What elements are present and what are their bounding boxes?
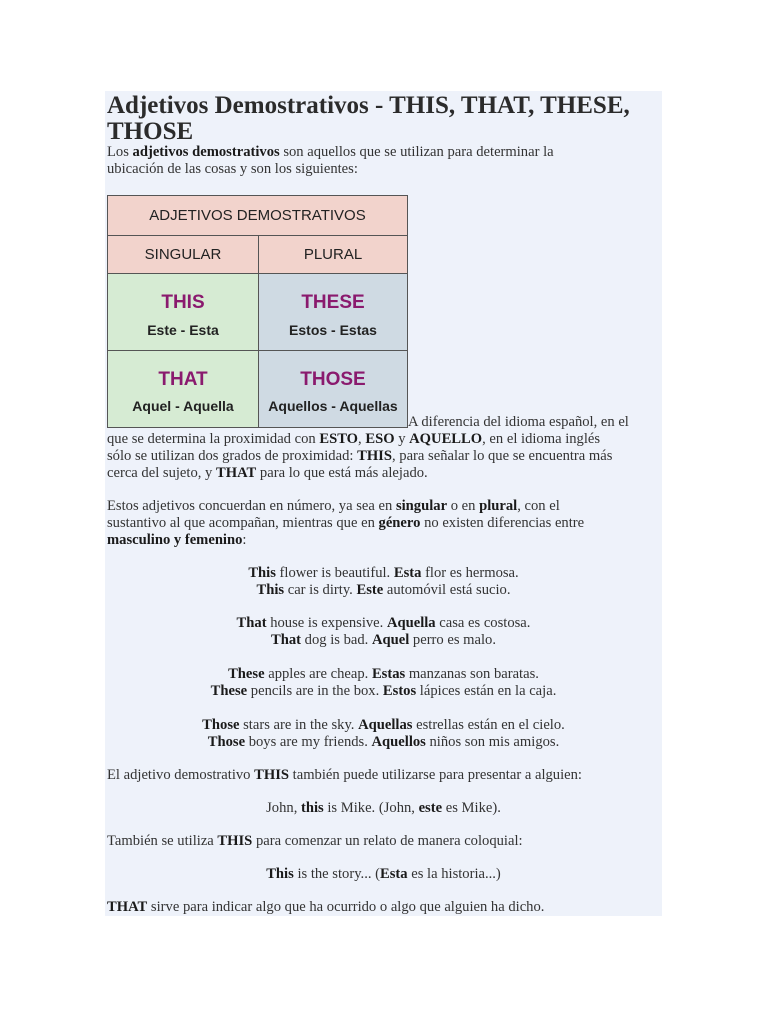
example-text: estrellas están en el cielo.: [412, 717, 565, 733]
para2-bold: masculino y femenino: [107, 532, 243, 548]
para5-bold: THAT: [107, 899, 148, 915]
para2: [107, 498, 584, 549]
para1-text: , en el idioma inglés: [482, 431, 601, 447]
para1-bold: AQUELLO: [409, 431, 483, 447]
para1-text: para lo que está más alejado.: [256, 465, 428, 481]
para2-text: , con el: [517, 498, 560, 514]
para1-bold: ESO: [365, 431, 395, 447]
example-text: es Mike).: [442, 800, 501, 816]
example-bold: Este: [356, 582, 384, 598]
para2-text: sustantivo al que acompañan, mientras que en: [107, 515, 379, 531]
para2-bold: singular: [395, 498, 448, 514]
example-bold: Estos: [382, 683, 417, 699]
example-bold: Esta: [393, 565, 422, 581]
col-plural: PLURAL: [258, 235, 408, 274]
example-bold: this: [301, 800, 324, 816]
para2-text: o en: [447, 498, 480, 514]
para1-text: sólo se utilizan dos grados de proximidad:: [107, 448, 358, 464]
example-text: house is expensive.: [266, 615, 387, 631]
example-text: casa es costosa.: [435, 615, 531, 631]
para4-bold: THIS: [217, 833, 253, 849]
page-title: Adjetivos Demostrativos - THIS, THAT, THESE, THOSE: [107, 92, 630, 145]
example-bold: This: [266, 866, 294, 882]
examples-these: [105, 666, 662, 700]
example-bold: This: [248, 565, 276, 581]
example-text: es la historia...): [407, 866, 501, 882]
example-bold: Esta: [380, 866, 408, 882]
examples-those: [105, 717, 662, 751]
para2-bold: género: [378, 515, 421, 531]
cell-these: [258, 273, 408, 351]
example-text: automóvil está sucio.: [383, 582, 511, 598]
para1-text: ,: [358, 431, 366, 447]
col-singular: SINGULAR: [107, 235, 259, 274]
example-text: is Mike. (John,: [323, 800, 419, 816]
example-bold: Aquellos: [371, 734, 426, 750]
word-these: THESE: [301, 292, 365, 313]
example-text: niños son mis amigos.: [425, 734, 560, 750]
para5-text: sirve para indicar algo que ha ocurrido o algo que alguien ha dicho.: [147, 899, 545, 915]
example-john: [105, 800, 662, 817]
para4-text: para comenzar un relato de manera coloquial:: [252, 833, 523, 849]
para1-text: y: [394, 431, 410, 447]
example-text: perro es malo.: [409, 632, 496, 648]
example-text: dog is bad.: [301, 632, 372, 648]
cell-this: [107, 273, 259, 351]
example-text: stars are in the sky.: [239, 717, 359, 733]
para2-text: Estos adjetivos concuerdan en número, ya sea en: [107, 498, 396, 514]
para3-text: El adjetivo demostrativo: [107, 767, 255, 783]
para3-bold: THIS: [254, 767, 290, 783]
example-bold: Those: [202, 717, 240, 733]
intro-bold: adjetivos demostrativos: [132, 144, 280, 160]
cell-that: [107, 350, 259, 428]
para1-text: cerca del sujeto, y: [107, 465, 216, 481]
para3: [107, 767, 582, 784]
example-text: boys are my friends.: [245, 734, 372, 750]
para1: [107, 431, 612, 482]
para5: [107, 899, 544, 916]
intro-paragraph: [107, 144, 554, 178]
example-bold: That: [270, 632, 301, 648]
examples-that: [105, 615, 662, 649]
para1-text: , para señalar lo que se encuentra más: [391, 448, 613, 464]
example-bold: These: [228, 666, 265, 682]
word-that: THAT: [158, 369, 208, 390]
intro-text: Los: [107, 144, 133, 160]
para4-text: También se utiliza: [107, 833, 218, 849]
example-text: flor es hermosa.: [421, 565, 519, 581]
para2-bold: plural: [479, 498, 518, 514]
example-bold: Aquella: [386, 615, 436, 631]
para1-text: que se determina la proximidad con: [107, 431, 320, 447]
example-text: lápices están en la caja.: [416, 683, 557, 699]
example-bold: Those: [207, 734, 246, 750]
intro-text: son aquellos que se utilizan para determinar la: [279, 144, 554, 160]
examples-this: [105, 565, 662, 599]
demonstratives-table: [107, 195, 408, 428]
example-bold: Aquellas: [358, 717, 413, 733]
para3-text: también puede utilizarse para presentar a alguien:: [289, 767, 582, 783]
example-text: John,: [266, 800, 301, 816]
para1-bold: THIS: [357, 448, 392, 464]
translation-those: Aquellos - Aquellas: [268, 398, 398, 414]
example-text: is the story... (: [293, 866, 380, 882]
intro-text: ubicación de las cosas y son los siguientes:: [107, 161, 358, 177]
example-text: apples are cheap.: [264, 666, 372, 682]
example-bold: This: [256, 582, 285, 598]
example-bold: Aquel: [371, 632, 410, 648]
example-text: manzanas son baratas.: [405, 666, 539, 682]
table-header: ADJETIVOS DEMOSTRATIVOS: [107, 195, 408, 236]
translation-that: Aquel - Aquella: [132, 398, 234, 414]
para2-text: no existen diferencias entre: [420, 515, 585, 531]
para1-bold: ESTO: [319, 431, 359, 447]
word-those: THOSE: [300, 369, 366, 390]
example-text: car is dirty.: [284, 582, 357, 598]
example-bold: These: [210, 683, 248, 699]
example-text: pencils are in the box.: [247, 683, 383, 699]
example-bold: este: [418, 800, 443, 816]
para4: [107, 833, 523, 850]
word-this: THIS: [161, 292, 205, 313]
translation-these: Estos - Estas: [289, 322, 377, 338]
example-story: [105, 866, 662, 883]
para1-first-line: A diferencia del idioma español, en el: [408, 414, 629, 430]
para1-bold: THAT: [216, 465, 257, 481]
translation-this: Este - Esta: [147, 322, 219, 338]
para2-text: :: [242, 532, 247, 548]
example-text: flower is beautiful.: [275, 565, 394, 581]
cell-those: [258, 350, 408, 428]
example-bold: That: [236, 615, 267, 631]
example-bold: Estas: [371, 666, 406, 682]
